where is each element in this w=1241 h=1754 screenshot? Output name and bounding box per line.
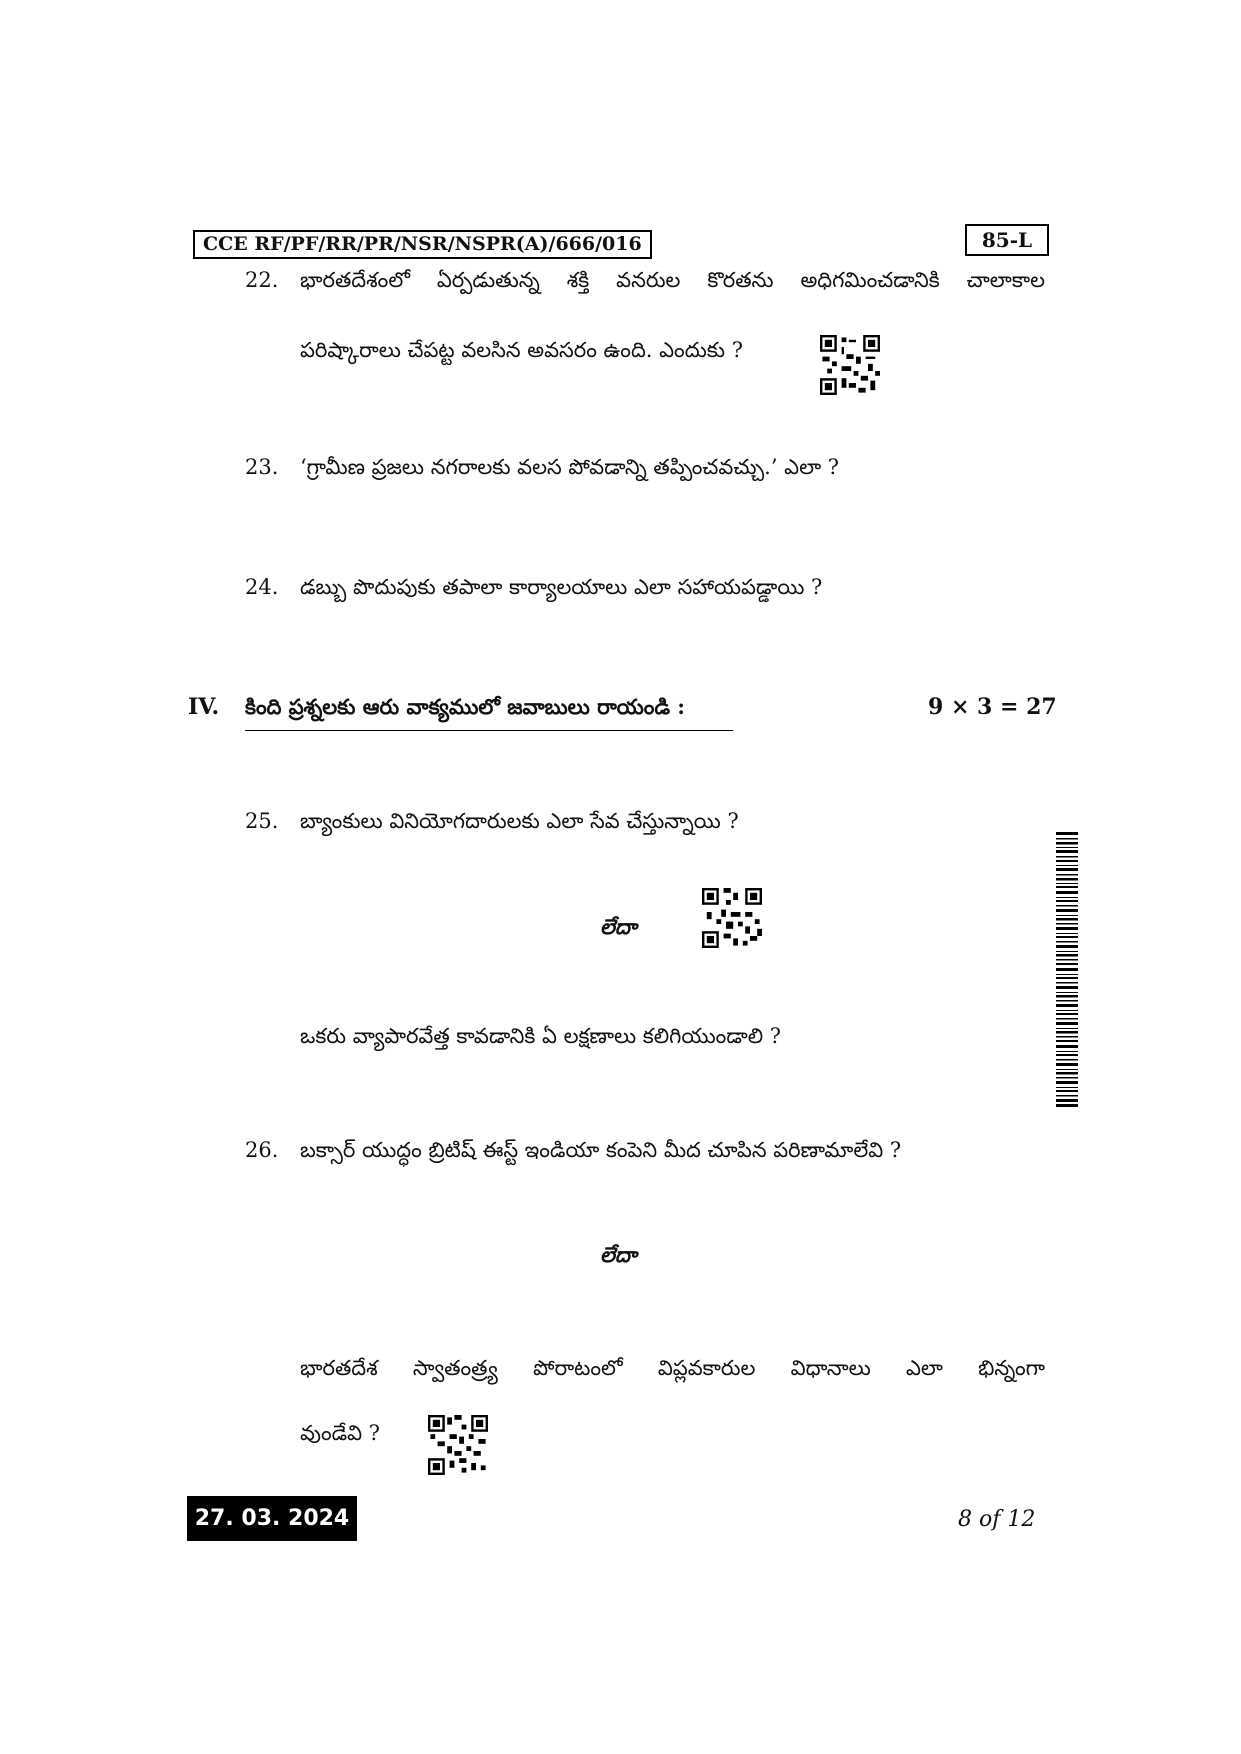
question-26-alternative-line-1: భారతదేశ స్వాతంత్ర్య పోరాటంలో విప్లవకారుల విధానాలు ఎలా భిన్నంగా — [300, 1356, 1045, 1380]
question-number-24: 24. — [245, 575, 279, 599]
section-title: కింది ప్రశ్నలకు ఆరు వాక్యములో జవాబులు రాయండి : — [245, 694, 686, 719]
question-number-22: 22. — [245, 268, 279, 292]
section-number: IV. — [188, 694, 220, 720]
paper-code-box: 85-L — [965, 224, 1049, 256]
question-26-text: బక్సార్ యుద్ధం బ్రిటిష్ ఈస్ట్ ఇండియా కంపెని మీద చూపిన పరిణామాలేవి ? — [300, 1138, 902, 1162]
exam-date: 27. 03. 2024 — [187, 1496, 357, 1541]
question-23-text: ‘గ్రామీణ ప్రజలు నగరాలకు వలస పోవడాన్ని తప్పించవచ్చు.’ ఎలా ? — [300, 455, 840, 479]
question-24-text: డబ్బు పొదుపుకు తపాలా కార్యాలయాలు ఎలా సహాయపడ్డాయి ? — [300, 575, 823, 599]
question-26-alternative-line-2: వుండేవి ? — [300, 1421, 381, 1445]
qr-code-icon — [702, 888, 762, 948]
question-number-25: 25. — [245, 809, 279, 833]
question-number-26: 26. — [245, 1138, 279, 1162]
qr-code-icon — [820, 335, 880, 395]
page-number: 8 of 12 — [958, 1507, 1036, 1532]
question-22-line-1: భారతదేశంలో ఏర్పడుతున్న శక్తి వనరుల కొరతను అధిగమించడానికి చాలాకాల — [300, 268, 1045, 292]
or-label: లేదా — [600, 914, 637, 939]
section-title-underline — [245, 730, 733, 731]
section-marks: 9 × 3 = 27 — [928, 694, 1057, 720]
qr-code-icon — [428, 1415, 488, 1475]
barcode-icon — [1056, 832, 1078, 1107]
question-22-line-2: పరిష్కారాలు చేపట్ట వలసిన అవసరం ఉంది. ఎందుకు ? — [300, 338, 743, 362]
question-25-text: బ్యాంకులు వినియోగదారులకు ఎలా సేవ చేస్తున్నాయి ? — [300, 809, 739, 833]
question-paper-code: CCE RF/PF/RR/PR/NSR/NSPR(A)/666/016 — [193, 230, 652, 259]
question-25-alternative: ఒకరు వ్యాపారవేత్త కావడానికి ఏ లక్షణాలు కలిగియుండాలి ? — [300, 1024, 782, 1048]
or-label: లేదా — [600, 1242, 637, 1267]
question-number-23: 23. — [245, 455, 279, 479]
